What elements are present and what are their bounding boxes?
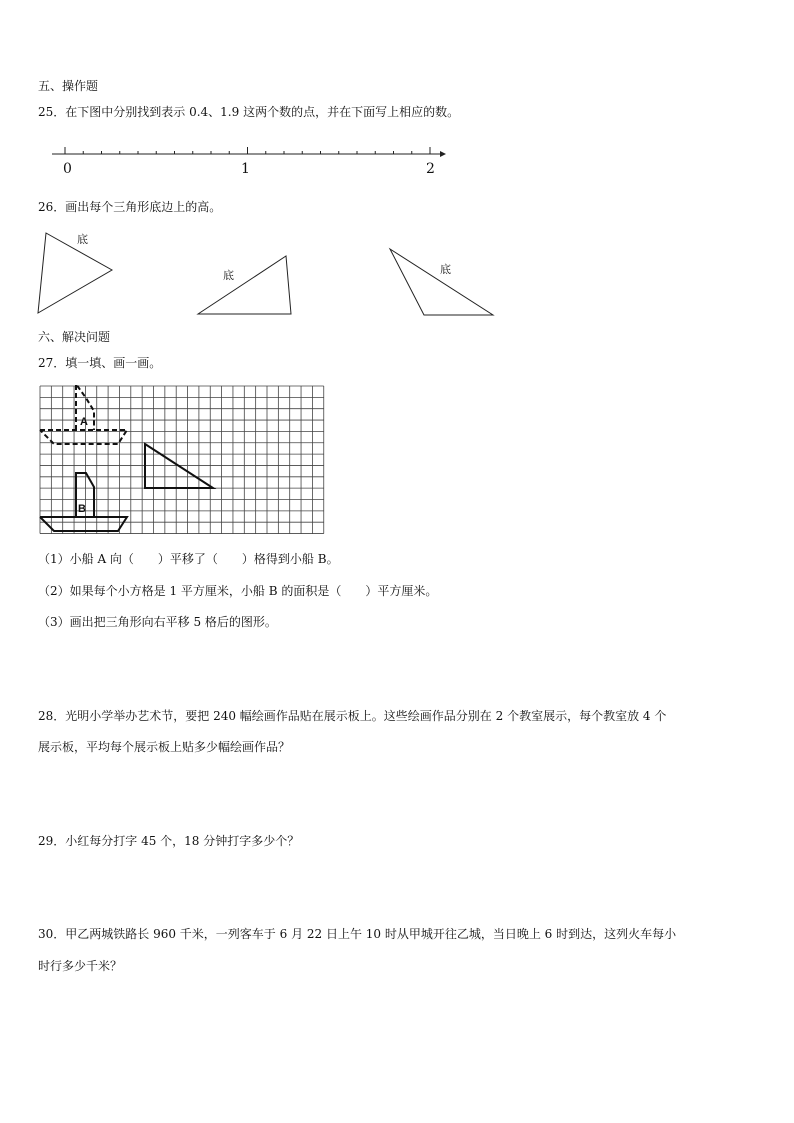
- question-26-text: 26．画出每个三角形底边上的高。: [38, 200, 222, 214]
- question-27-sub-1: （1）小船 A 向（ ）平移了（ ）格得到小船 B。: [38, 552, 339, 566]
- base-label-1: 底: [77, 233, 88, 246]
- section-5-title: 五、操作题: [38, 79, 99, 93]
- tick-label-2: 2: [426, 161, 435, 177]
- boat-a: [40, 384, 127, 444]
- question-28-line-2: 展示板，平均每个展示板上贴多少幅绘画作品？: [38, 740, 291, 754]
- base-label-3: 底: [440, 263, 451, 276]
- q27-figures: [40, 384, 213, 531]
- triangle-1: [38, 233, 112, 313]
- boat-a-hull: [40, 430, 127, 444]
- number-line-ticks: [65, 147, 430, 154]
- number-line: [52, 147, 446, 157]
- question-27-text: 27．填一填、画一画。: [38, 356, 162, 370]
- question-29-text: 29．小红每分打字 45 个，18 分钟打字多少个？: [38, 834, 300, 848]
- question-28-line-1: 28．光明小学举办艺术节，要把 240 幅绘画作品贴在展示板上。这些绘画作品分别在 2 个教室展示，每个教室放 4 个: [38, 709, 667, 723]
- boat-b-hull: [40, 517, 127, 531]
- boat-b-label: B: [78, 503, 86, 515]
- question-30-line-2: 时行多少千米？: [38, 959, 123, 973]
- base-label-2: 底: [223, 269, 234, 282]
- q26-triangles: [38, 233, 493, 315]
- question-25-text: 25．在下图中分别找到表示 0.4、1.9 这两个数的点，并在下面写上相应的数。: [38, 105, 460, 119]
- question-27-sub-2: （2）如果每个小方格是 1 平方厘米，小船 B 的面积是（ ）平方厘米。: [38, 584, 438, 598]
- section-6-title: 六、解决问题: [38, 330, 111, 344]
- question-27-sub-3: （3）画出把三角形向右平移 5 格后的图形。: [38, 615, 277, 629]
- boat-a-label: A: [80, 416, 88, 428]
- number-line-arrow-icon: [440, 151, 446, 157]
- grid-triangle: [145, 444, 213, 488]
- tick-label-1: 1: [241, 161, 250, 177]
- tick-label-0: 0: [63, 161, 72, 177]
- triangle-3: [390, 249, 493, 315]
- triangle-2: [198, 256, 291, 314]
- question-30-line-1: 30．甲乙两城铁路长 960 千米，一列客车于 6 月 22 日上午 10 时从甲城开往乙城，当日晚上 6 时到达，这列火车每小: [38, 927, 677, 941]
